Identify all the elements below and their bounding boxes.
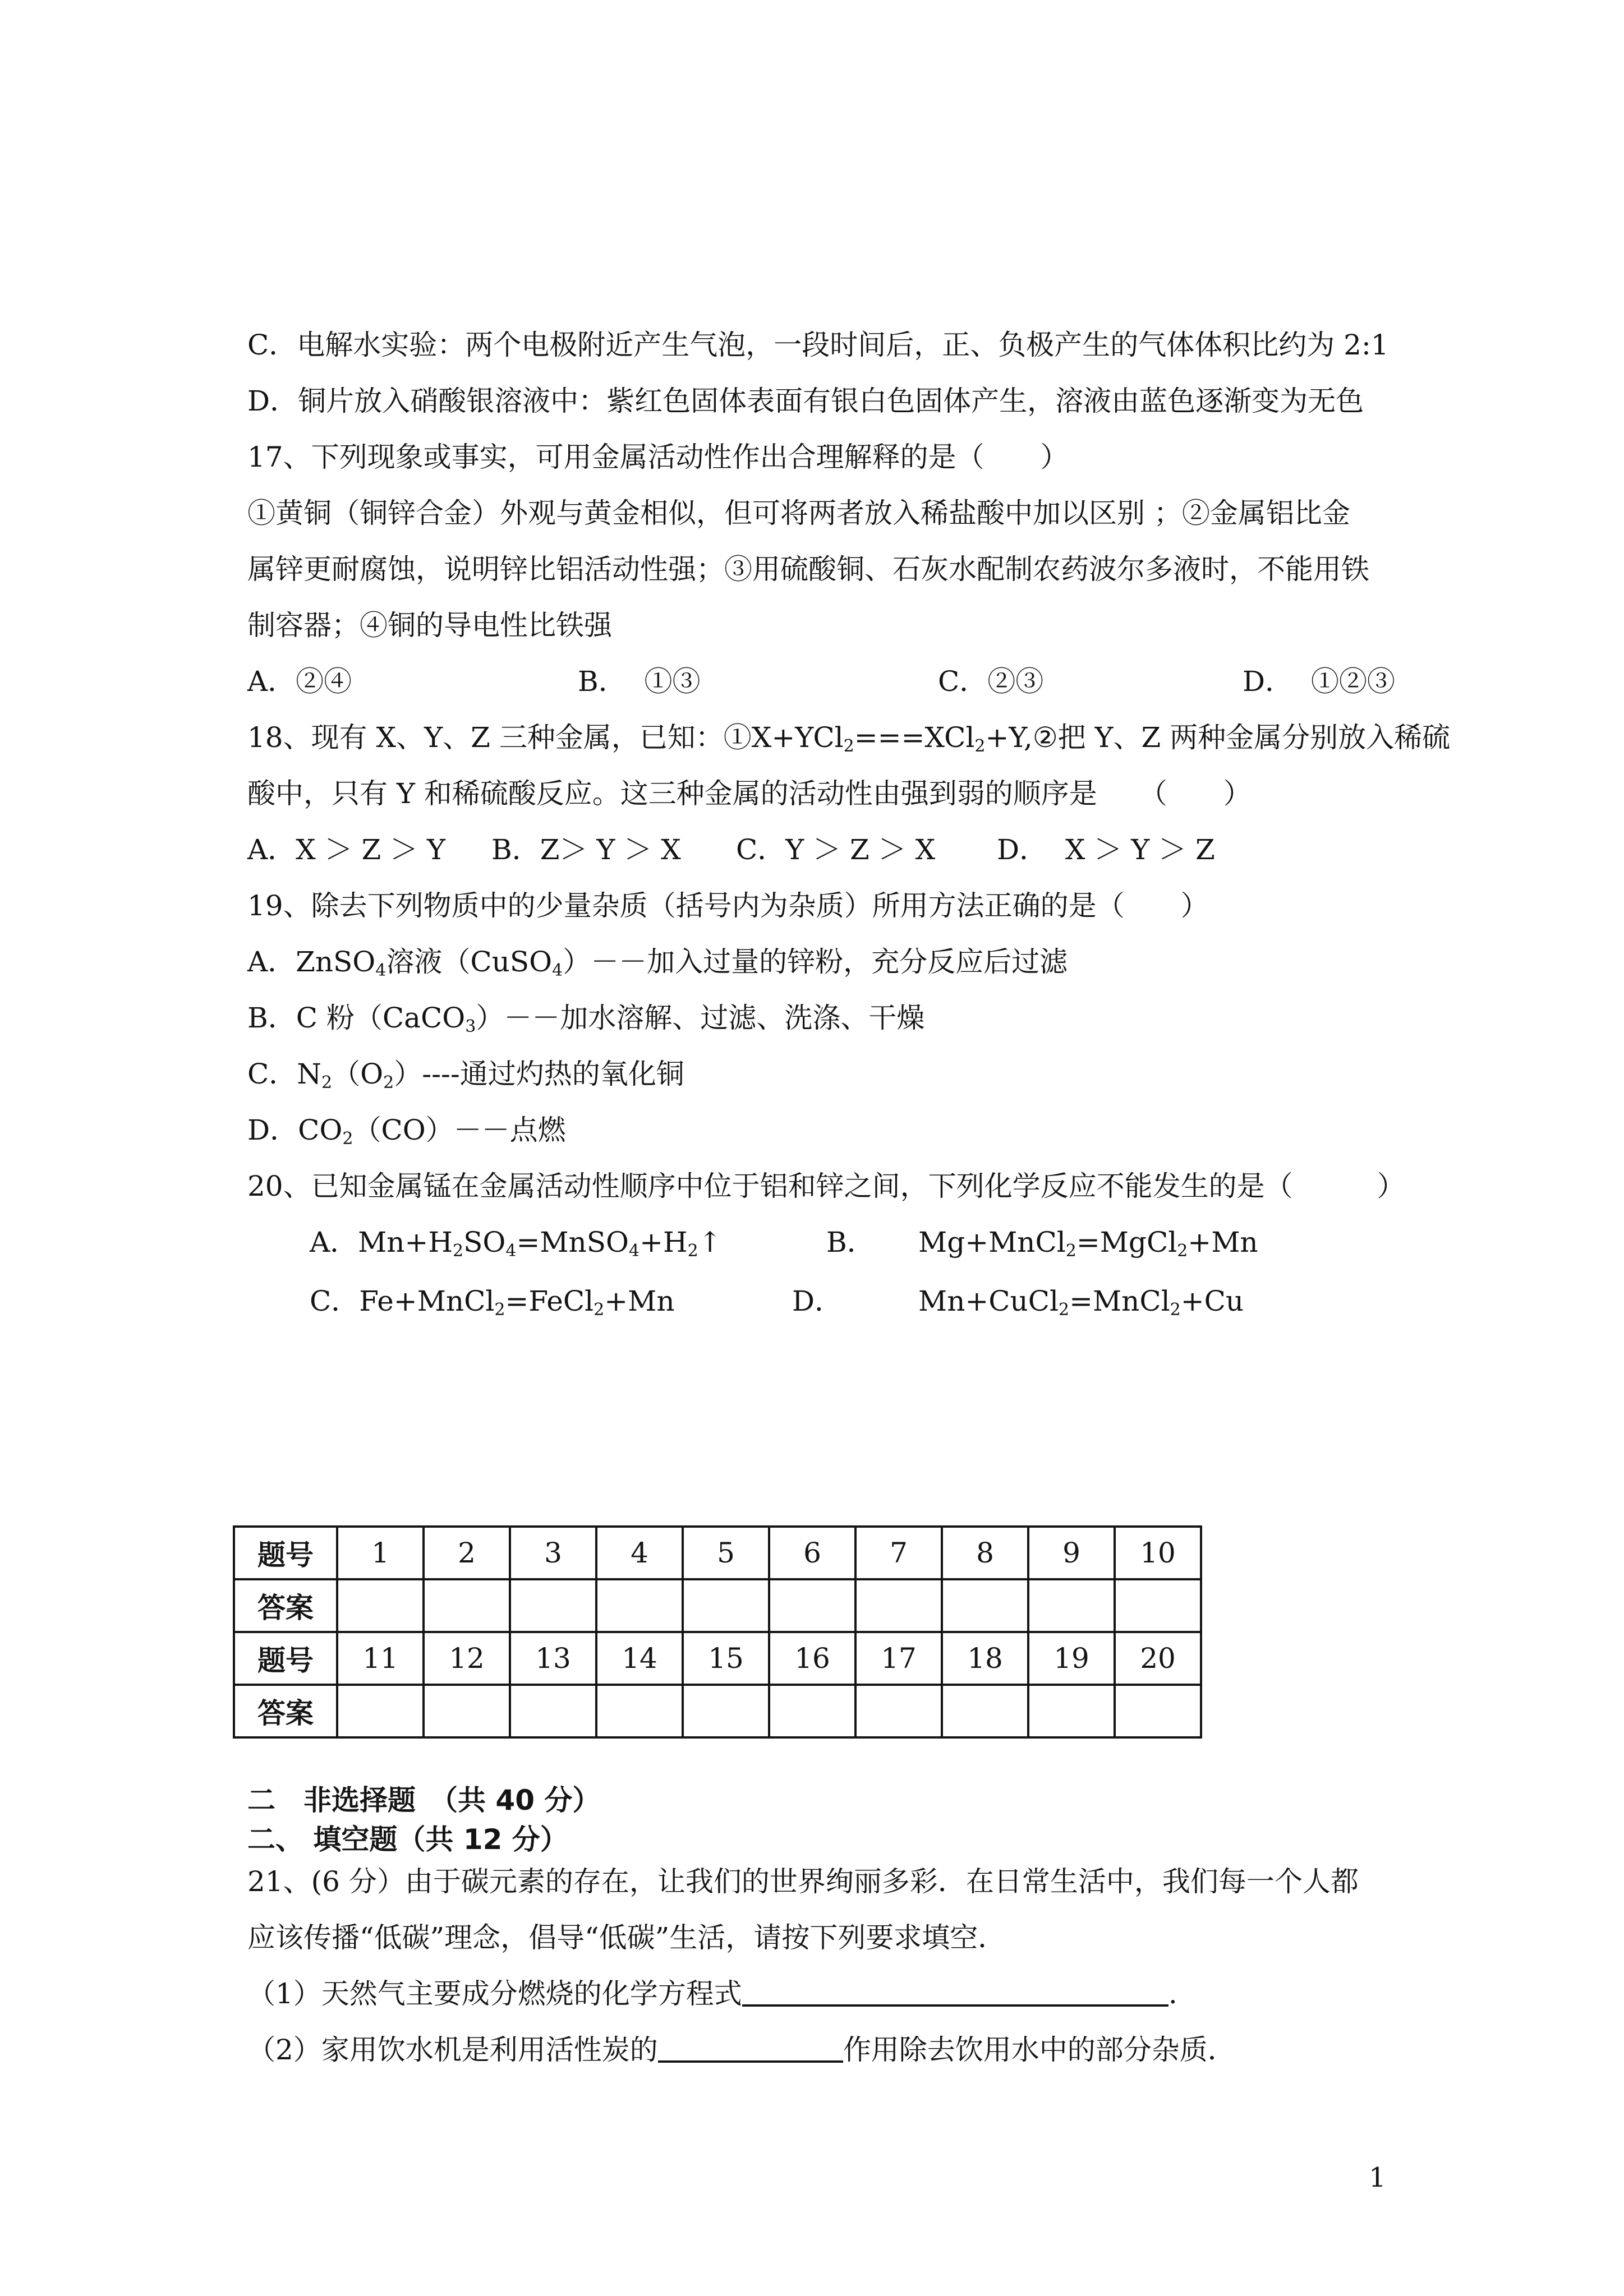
answer-cell[interactable] xyxy=(855,1685,942,1737)
question-18-option-b: B．Z＞ Y ＞ X xyxy=(491,833,681,866)
table-row xyxy=(234,1527,1201,1579)
table-header-cell: 答案 xyxy=(234,1685,337,1737)
table-cell: 11 xyxy=(337,1632,424,1685)
answer-cell[interactable] xyxy=(596,1685,683,1737)
answer-cell[interactable] xyxy=(510,1685,596,1737)
answer-table xyxy=(233,1525,1202,1739)
table-cell: 3 xyxy=(510,1527,596,1579)
answer-cell[interactable] xyxy=(1028,1685,1115,1737)
option-d-copper-silver: D．铜片放入硝酸银溶液中：紫红色固体表面有银白色固体产生，溶液由蓝色逐渐变为无色 xyxy=(247,385,1364,417)
answer-cell[interactable] xyxy=(942,1685,1028,1737)
question-21-stem-line: 应该传播“低碳”理念，倡导“低碳”生活，请按下列要求填空． xyxy=(247,1921,1006,1954)
table-row xyxy=(234,1685,1201,1737)
question-17-statement-line: 制容器；④铜的导电性比铁强 xyxy=(247,609,612,642)
answer-cell[interactable] xyxy=(683,1579,769,1632)
option-c-electrolysis: C．电解水实验：两个电极附近产生气泡，一段时间后，正、负极产生的气体体积比约为 2:1 xyxy=(247,329,1389,361)
question-19-option-d: D．$CO_2(CO)--$点燃 xyxy=(247,1114,566,1149)
answer-cell[interactable] xyxy=(1115,1685,1201,1737)
section-heading-fill-in: 二、 填空题（共 12 分） xyxy=(247,1823,568,1856)
question-19-option-a: A．ZnSO$_4$溶液（CuSO$_4$）－－加入过量的锌粉，充分反应后过滤 xyxy=(247,946,1068,980)
answer-cell[interactable] xyxy=(769,1579,855,1632)
answer-cell[interactable] xyxy=(683,1685,769,1737)
table-cell: 10 xyxy=(1115,1527,1201,1579)
question-20-option-d-label: D． xyxy=(792,1285,843,1317)
table-cell: 9 xyxy=(1028,1527,1115,1579)
table-row xyxy=(234,1632,1201,1685)
answer-blank[interactable] xyxy=(658,2032,843,2063)
question-20-option-b-label: B． xyxy=(826,1226,875,1258)
answer-cell[interactable] xyxy=(337,1579,424,1632)
question-17-statement-line: 属锌更耐腐蚀，说明锌比铝活动性强；③用硫酸铜、石灰水配制农药波尔多液时，不能用铁 xyxy=(247,553,1369,585)
answer-cell[interactable] xyxy=(855,1579,942,1632)
table-cell: 15 xyxy=(683,1632,769,1685)
answer-blank[interactable] xyxy=(742,1976,1168,2007)
question-21-part-2: （2）家用饮水机是利用活性炭的 作用除去饮用水中的部分杂质． xyxy=(247,2034,1236,2066)
table-cell: 17 xyxy=(855,1632,942,1685)
table-cell: 19 xyxy=(1028,1632,1115,1685)
answer-cell[interactable] xyxy=(1115,1579,1201,1632)
answer-cell[interactable] xyxy=(942,1579,1028,1632)
question-17-option-a: A．②④ xyxy=(247,665,352,698)
table-cell: 14 xyxy=(596,1632,683,1685)
question-18-option-a: A．X ＞ Z ＞ Y xyxy=(247,833,446,866)
table-cell: 7 xyxy=(855,1527,942,1579)
question-18-option-c: C．Y ＞ Z ＞ X xyxy=(736,833,936,866)
question-18-stem: 18、现有 X、Y、Z 三种金属，已知：①X+YCl$_2$===XCl$_2$+Y,②把 Y、Z 两种金属分别放入稀硫 xyxy=(247,721,1451,756)
table-cell: 18 xyxy=(942,1632,1028,1685)
question-17-stem: 17、下列现象或事实，可用金属活动性作出合理解释的是（ ） xyxy=(247,441,1069,473)
table-cell: 13 xyxy=(510,1632,596,1685)
table-cell: 1 xyxy=(337,1527,424,1579)
table-header-cell: 题号 xyxy=(234,1632,337,1685)
question-17-option-b: B． ①③ xyxy=(578,665,701,698)
question-20-option-b: Mg+MnCl$_2$=MgCl$_2$+Mn xyxy=(918,1226,1258,1261)
question-20-option-d: Mn+CuCl$_2$=MnCl$_2$+Cu xyxy=(918,1285,1244,1320)
table-cell: 20 xyxy=(1115,1632,1201,1685)
question-17-statement-line: ①黄铜（铜锌合金）外观与黄金相似，但可将两者放入稀盐酸中加以区别 ；②金属铝比金 xyxy=(247,497,1350,529)
table-cell: 2 xyxy=(424,1527,510,1579)
answer-cell[interactable] xyxy=(769,1685,855,1737)
question-21-part-1: （1）天然气主要成分燃烧的化学方程式 . xyxy=(247,1977,1177,2010)
table-cell: 8 xyxy=(942,1527,1028,1579)
table-row xyxy=(234,1579,1201,1632)
question-20-stem: 20、已知金属锰在金属活动性顺序中位于铝和锌之间，下列化学反应不能发生的是（ ） xyxy=(247,1170,1405,1202)
answer-cell[interactable] xyxy=(424,1579,510,1632)
question-19-option-c: C．$N_2(O_2)----$通过灼热的氧化铜 xyxy=(247,1058,684,1092)
table-header-cell: 题号 xyxy=(234,1527,337,1579)
question-19-option-b: B．C 粉（CaCO$_3$）－－加水溶解、过滤、洗涤、干燥 xyxy=(247,1002,925,1036)
question-18-option-d: D． X ＞ Y ＞ Z xyxy=(997,833,1215,866)
answer-cell[interactable] xyxy=(337,1685,424,1737)
question-21-stem: 21、(6 分）由于碳元素的存在，让我们的世界绚丽多彩．在日常生活中，我们每一个人都 xyxy=(247,1865,1359,1898)
table-cell: 6 xyxy=(769,1527,855,1579)
section-heading-non-choice: 二 非选择题 （共 40 分） xyxy=(247,1784,601,1816)
question-20-option-c: C．Fe+MnCl$_2$=FeCl$_2$+Mn xyxy=(310,1285,675,1320)
answer-cell[interactable] xyxy=(424,1685,510,1737)
question-17-option-d: D． ①②③ xyxy=(1243,665,1395,698)
table-cell: 5 xyxy=(683,1527,769,1579)
question-17-option-c: C．②③ xyxy=(938,665,1044,698)
question-20-option-a: A．$Mn+H_2SO_4=MnSO_4+H_2↑$ xyxy=(310,1226,722,1261)
question-19-stem: 19、除去下列物质中的少量杂质（括号内为杂质）所用方法正确的是（ ） xyxy=(247,889,1209,922)
page-number: 1 xyxy=(1369,2162,1386,2193)
table-cell: 12 xyxy=(424,1632,510,1685)
table-cell: 4 xyxy=(596,1527,683,1579)
table-header-cell: 答案 xyxy=(234,1579,337,1632)
answer-cell[interactable] xyxy=(1028,1579,1115,1632)
answer-cell[interactable] xyxy=(596,1579,683,1632)
table-cell: 16 xyxy=(769,1632,855,1685)
answer-cell[interactable] xyxy=(510,1579,596,1632)
question-18-stem-line: 酸中，只有 Y 和稀硫酸反应。这三种金属的活动性由强到弱的顺序是 （ ） xyxy=(247,777,1252,810)
